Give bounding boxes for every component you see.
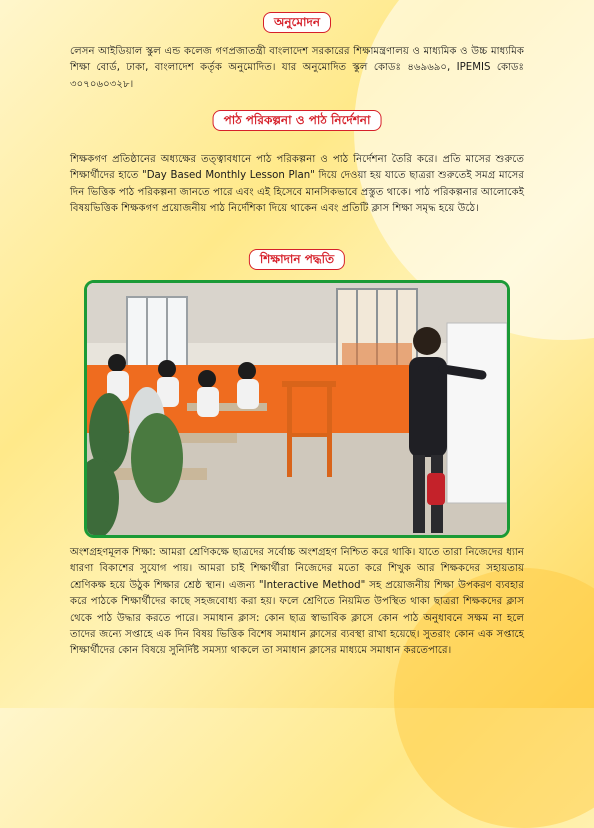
classroom-illustration	[87, 283, 507, 535]
lesson-plan-paragraph: শিক্ষকগণ প্রতিষ্ঠানের অধ্যক্ষের তত্ত্বাবধানে পাঠ পরিকল্পনা ও পাঠ নির্দেশনা তৈরি করে। প্রতি মাসের শুরুতে শিক্ষার্থীদের হাতে "Day Based Monthly Lesson Plan" দিয়ে দেওয়া হয় যাতে ছাত্ররা শুরুতেই সমগ্র মাসের দিন ভিত্তিক পাঠ পরিকল্পনা জানতে পারে এবং এই হিসেবে মানসিকভাবে প্রস্তুত থাকে। পাঠ পরিকল্পনার আলোকেই বিষয়ভিত্তিক শিক্ষকগণ প্রয়োজনীয় পাঠ নির্দেশিকা দিয়ে থাকেন এবং প্রতিটি ক্লাস শিক্ষা সমৃদ্ধ হয়ে উঠে।	[70, 154, 524, 215]
classroom-photo	[84, 280, 510, 538]
teaching-method-paragraph: অংশগ্রহণমূলক শিক্ষা: আমরা শ্রেণিকক্ষে ছাত্রদের সর্বোচ্চ অংশগ্রহণ নিশ্চিত করে থাকি। যাতে তারা নিজেদের ধ্যান ধারণা বিকাশের সুযোগ পায়। আমরা চাই শিক্ষার্থীরা নিজেদের মতো করে শিখুক আর শিক্ষকদের সহায়তায় শ্রেণিকক্ষ হয়ে উঠুক শিক্ষার শ্রেষ্ঠ স্থান। এজন্য "Interactive Method" সহ প্রয়োজনীয় শিক্ষা উপকরণ ব্যবহার করে পাঠকে শিক্ষার্থীদের কাছে সহজবোধ্য করা হয়। ফলে শ্রেণিতে নিয়মিত উপস্থিত থাকা ছাত্ররা শিক্ষকদের ক্লাস থেকে পাঠ উদ্ধার করতে পারে। সমাধান ক্লাস: কোন ছাত্র স্বাভাবিক ক্লাসে কোন পাঠ অনুধাবনে সক্ষম না হলে তাদের জন্যে সপ্তাহে এক দিন বিষয় ভিত্তিক বিশেষ সমাধান ক্লাসের ব্যবস্থা রাখা হয়েছে। সুতরাং কোন এক সপ্তাহে শিক্ষার্থীদের কোন বিষয়ে সুনির্দিষ্ট সমস্যা থাকলে তা সমাধান ক্লাসের মাধ্যমে সমাধান করতেপারে।	[70, 547, 524, 657]
lesson-plan-heading: পাঠ পরিকল্পনা ও পাঠ নির্দেশনা	[213, 110, 382, 131]
teaching-method-heading: শিক্ষাদান পদ্ধতি	[249, 249, 345, 270]
approval-heading: অনুমোদন	[263, 12, 331, 33]
approval-paragraph: লেসন আইডিয়াল স্কুল এন্ড কলেজ গণপ্রজাতন্ত্রী বাংলাদেশ সরকারের শিক্ষামন্ত্রণালয় ও মাধ্যমিক ও উচ্চ মাধ্যমিক শিক্ষা বোর্ড, ঢাকা, বাংলাদেশ কর্তৃক অনুমোদিত। যার অনুমোদিত স্কুল কোডঃ ৪৬৯৬৯০, IPEMIS কোডঃ ৩০৭০৬০৩২৮।	[70, 46, 524, 90]
